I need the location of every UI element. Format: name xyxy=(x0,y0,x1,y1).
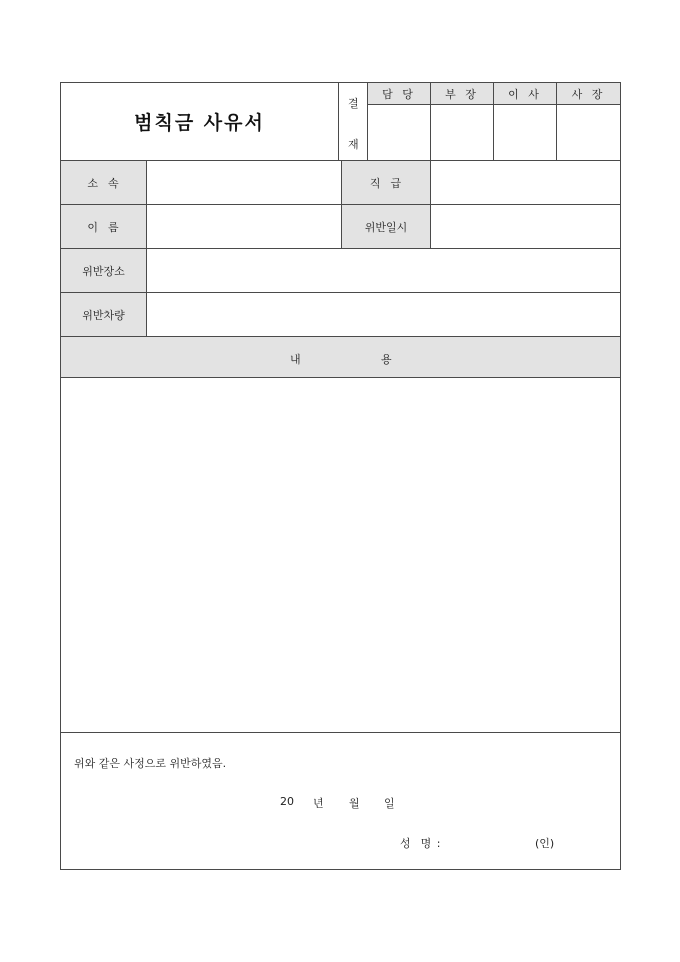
violation-vehicle-label: 위반차량 xyxy=(61,292,147,336)
violation-vehicle-field[interactable] xyxy=(147,292,620,336)
approval-header-director: 이 사 xyxy=(494,83,557,105)
name-label: 이 름 xyxy=(61,204,147,248)
approval-side-bottom: 재 xyxy=(348,138,359,151)
approval-sign-ceo[interactable] xyxy=(557,105,620,160)
approval-sign-manager[interactable] xyxy=(368,105,431,160)
approval-header-manager: 담 당 xyxy=(368,83,431,105)
approval-side-label xyxy=(339,83,368,160)
approval-header-department-head: 부 장 xyxy=(431,83,494,105)
name-field[interactable] xyxy=(147,204,342,248)
approval-header-ceo: 사 장 xyxy=(557,83,620,105)
content-body[interactable] xyxy=(61,378,620,733)
approval-sign-department-head[interactable] xyxy=(431,105,494,160)
footer-statement: 위와 같은 사정으로 위반하였음. xyxy=(74,757,227,770)
date-month-unit: 월 xyxy=(349,797,360,810)
affiliation-field[interactable] xyxy=(147,160,342,204)
footer-date xyxy=(61,795,620,811)
violation-datetime-label: 위반일시 xyxy=(342,204,431,248)
date-year: 20 xyxy=(280,795,294,808)
rank-label: 직 급 xyxy=(342,160,431,204)
date-day-unit: 일 xyxy=(384,797,395,810)
signature-label: 성 명 : xyxy=(400,837,442,850)
violation-place-label: 위반장소 xyxy=(61,248,147,292)
approval-side-top: 결 xyxy=(348,97,359,110)
affiliation-label: 소 속 xyxy=(61,160,147,204)
content-header xyxy=(61,336,620,378)
signature-seal: (인) xyxy=(535,837,555,850)
approval-sign-director[interactable] xyxy=(494,105,557,160)
content-header-right: 용 xyxy=(381,353,392,366)
date-year-unit: 년 xyxy=(313,797,324,810)
footer-signature xyxy=(61,835,620,851)
rank-field[interactable] xyxy=(431,160,620,204)
violation-datetime-field[interactable] xyxy=(431,204,620,248)
violation-place-field[interactable] xyxy=(147,248,620,292)
reason-form xyxy=(60,82,621,870)
form-title: 범칙금 사유서 xyxy=(61,83,339,160)
content-header-left: 내 xyxy=(290,353,301,366)
